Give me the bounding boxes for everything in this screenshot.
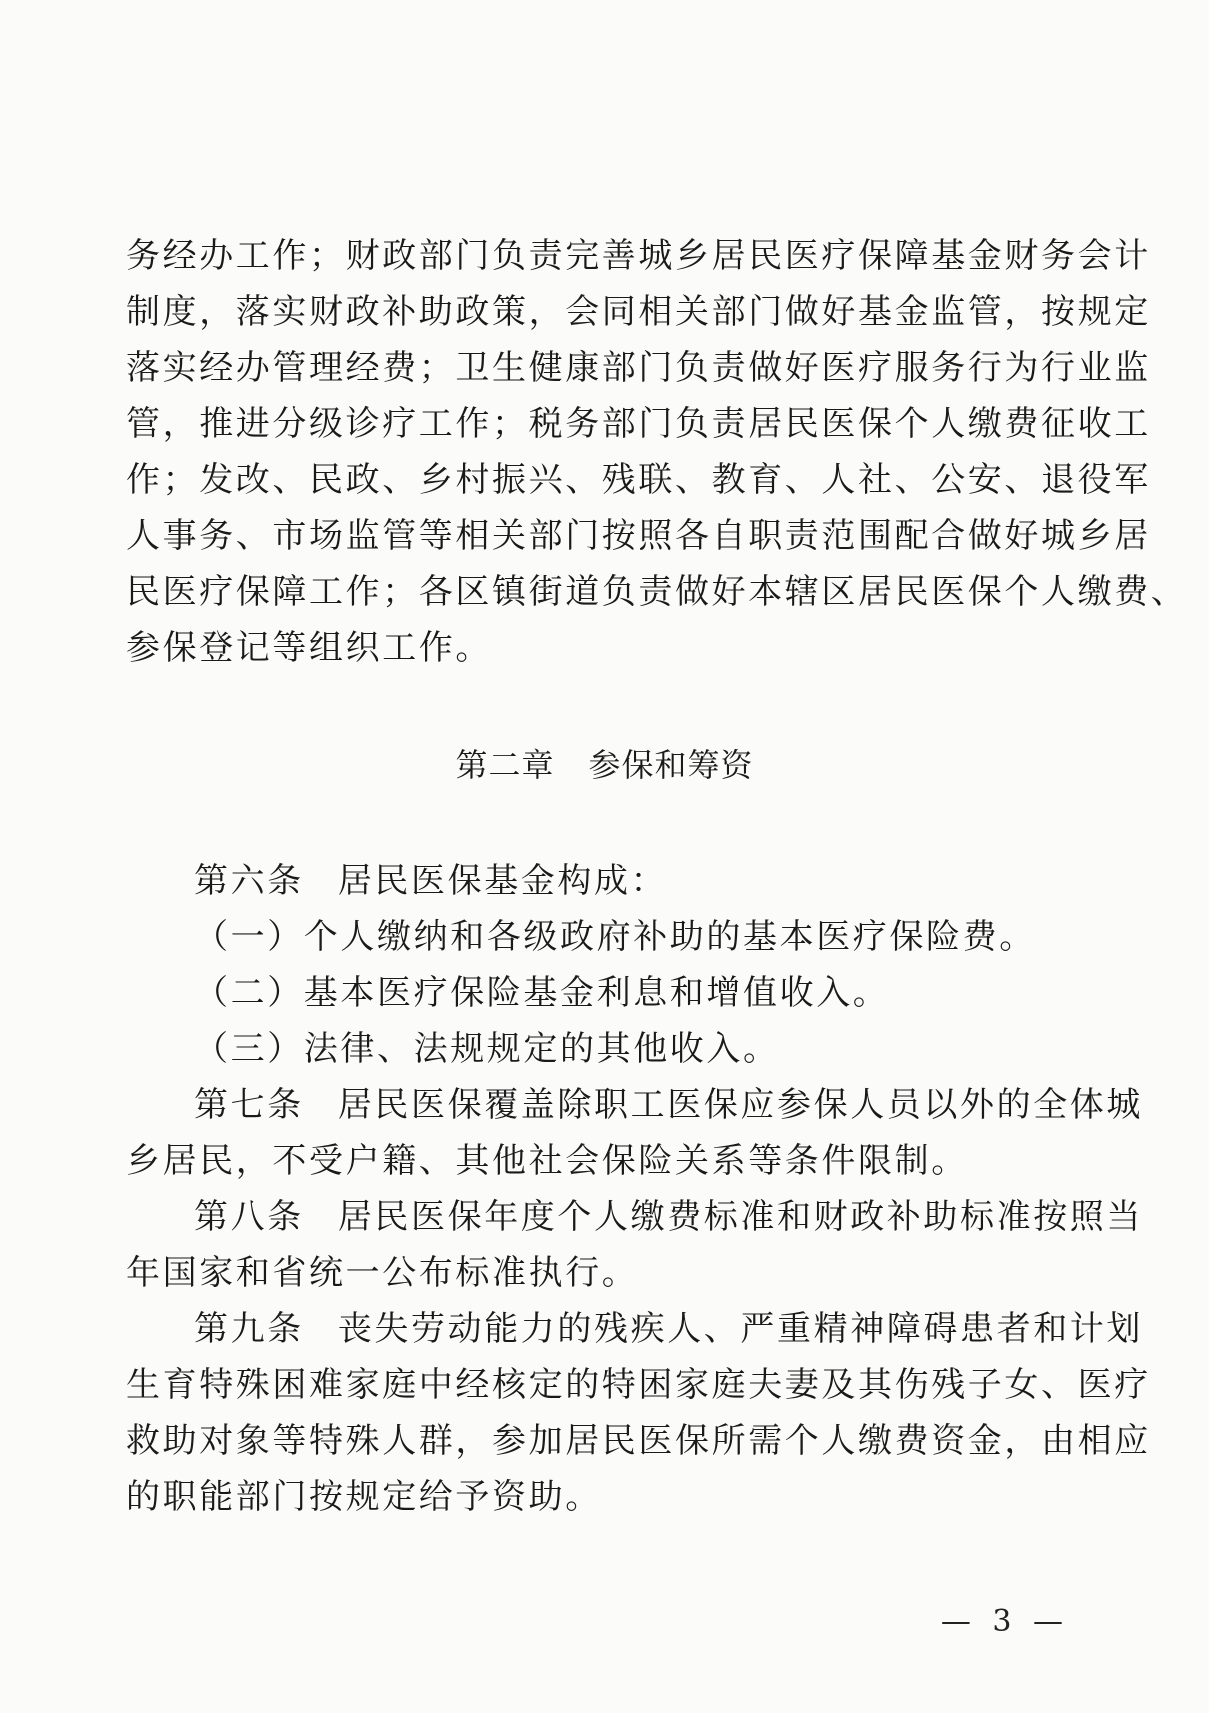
chapter-heading [0,735,1209,795]
paragraph-line: 作；发改、民政、乡村振兴、残联、教育、人社、公安、退役军 [126,460,1151,500]
article-9 [194,1299,1144,1359]
article-text: 居民医保基金构成： [337,861,668,901]
page-number: — 3 — [940,1604,1069,1639]
paragraph-line: 的职能部门按规定给予资助。 [126,1477,602,1517]
article-text: 丧失劳动能力的残疾人、严重精神障碍患者和计划 [337,1309,1144,1349]
chapter-number: 第二章 [455,746,555,784]
paragraph-line: 乡居民，不受户籍、其他社会保险关系等条件限制。 [126,1141,968,1181]
paragraph-line: 务经办工作；财政部门负责完善城乡居民医疗保障基金财务会计 [126,236,1151,276]
article-8 [194,1187,1144,1247]
paragraph-line: 制度，落实财政补助政策，会同相关部门做好基金监管，按规定 [126,292,1151,332]
article-heading: 第七条 [194,1085,304,1125]
chapter-title: 参保和筹资 [588,746,754,784]
paragraph-line: 人事务、市场监管等相关部门按照各自职责范围配合做好城乡居 [126,516,1151,556]
article-text: 居民医保年度个人缴费标准和财政补助标准按照当 [337,1197,1144,1237]
article-heading: 第九条 [194,1309,304,1349]
paragraph-line: 管，推进分级诊疗工作；税务部门负责居民医保个人缴费征收工 [126,404,1151,444]
paragraph-line: 年国家和省统一公布标准执行。 [126,1253,639,1293]
paragraph-line: 落实经办管理经费；卫生健康部门负责做好医疗服务行为行业监 [126,348,1151,388]
paragraph-line: 民医疗保障工作；各区镇街道负责做好本辖区居民医保个人缴费、 [126,572,1188,612]
paragraph-line: 生育特殊困难家庭中经核定的特困家庭夫妻及其伤残子女、医疗 [126,1365,1151,1405]
list-item: （一）个人缴纳和各级政府补助的基本医疗保险费。 [194,917,1036,957]
list-item: （三）法律、法规规定的其他收入。 [194,1029,780,1069]
paragraph-line: 参保登记等组织工作。 [126,628,492,668]
article-6 [194,851,1066,911]
paragraph-line: 救助对象等特殊人群，参加居民医保所需个人缴费资金，由相应 [126,1421,1151,1461]
list-item: （二）基本医疗保险基金利息和增值收入。 [194,973,890,1013]
article-text: 居民医保覆盖除职工医保应参保人员以外的全体城 [337,1085,1144,1125]
article-heading: 第六条 [194,861,304,901]
article-7 [194,1075,1144,1135]
article-heading: 第八条 [194,1197,304,1237]
